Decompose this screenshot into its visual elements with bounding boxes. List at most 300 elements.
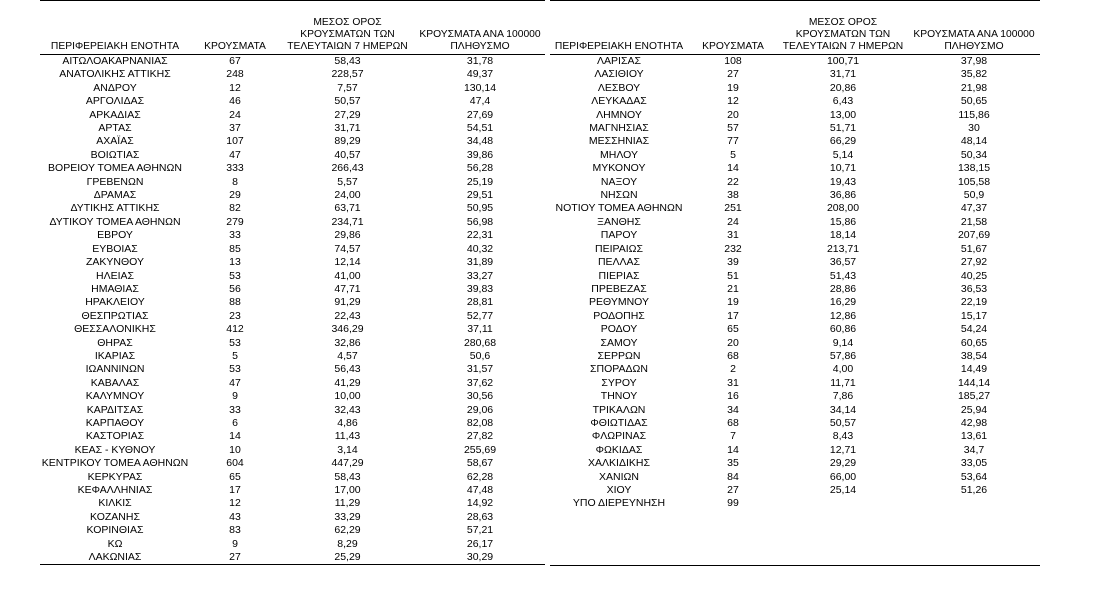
- cell-cases: 53: [229, 363, 241, 376]
- cell-7day-average: 56,43: [334, 363, 361, 376]
- cell-7day-average: 51,71: [829, 122, 857, 135]
- cell-cases-per-100000: 15,17: [960, 309, 988, 322]
- cell-cases-per-100000: 34,7: [963, 443, 985, 456]
- cell-cases: 604: [226, 457, 244, 470]
- cell-regional-unit: ΑΙΤΩΛΟΑΚΑΡΝΑΝΙΑΣ: [62, 55, 168, 67]
- cell-cases: 24: [727, 215, 739, 228]
- cell-cases-per-100000: 42,98: [960, 416, 988, 429]
- cell-regional-unit: ΜΗΛΟΥ: [600, 148, 638, 161]
- cell-regional-unit: ΚΑΛΥΜΝΟΥ: [85, 390, 145, 403]
- table-row: [40, 229, 545, 242]
- cell-regional-unit: ΑΡΚΑΔΙΑΣ: [89, 108, 141, 121]
- cell-7day-average: 12,14: [334, 256, 361, 269]
- cell-regional-unit: ΦΛΩΡΙΝΑΣ: [591, 430, 647, 443]
- cell-cases-per-100000: 31,57: [466, 363, 494, 376]
- cell-7day-average: 58,43: [334, 470, 361, 483]
- table-row: [550, 296, 1040, 309]
- cell-cases: 27: [727, 68, 739, 81]
- table-row: [40, 270, 545, 283]
- cell-cases-per-100000: 13,61: [960, 430, 988, 443]
- cell-cases-per-100000: 47,4: [469, 95, 491, 108]
- cell-regional-unit: ΑΧΑΪΑΣ: [96, 135, 134, 148]
- table-row: [550, 444, 1040, 457]
- cell-cases: 17: [727, 309, 739, 322]
- cell-cases: 14: [727, 443, 739, 456]
- cell-7day-average: 58,43: [334, 55, 361, 67]
- cell-cases: 83: [229, 524, 241, 537]
- table-row: [550, 55, 1040, 69]
- table-row: [40, 444, 545, 457]
- cell-regional-unit: ΣΥΡΟΥ: [601, 376, 637, 389]
- cell-cases-per-100000: 82,08: [466, 416, 494, 429]
- cell-cases-per-100000: 50,34: [960, 148, 988, 161]
- cell-7day-average: 31,71: [334, 122, 361, 135]
- cell-7day-average: 27,29: [334, 108, 361, 121]
- cell-cases: 43: [229, 510, 241, 523]
- cell-cases-per-100000: 27,92: [960, 256, 988, 269]
- cell-regional-unit: ΔΥΤΙΚΗΣ ΑΤΤΙΚΗΣ: [70, 202, 160, 215]
- cell-cases-per-100000: 34,48: [466, 135, 494, 148]
- table-row: [40, 524, 545, 537]
- cell-cases-per-100000: 40,32: [466, 242, 494, 255]
- cases-table-left: [40, 0, 545, 565]
- cell-regional-unit: ΘΕΣΣΑΛΟΝΙΚΗΣ: [74, 323, 156, 336]
- cell-7day-average: 31,71: [829, 68, 857, 81]
- cell-cases-per-100000: 115,86: [958, 108, 990, 121]
- table-row: [40, 283, 545, 296]
- table-row: [40, 82, 545, 95]
- cell-cases: 8: [232, 175, 238, 188]
- cell-7day-average: 36,57: [829, 256, 857, 269]
- cell-7day-average: 5,57: [337, 175, 358, 188]
- cell-cases: 5: [730, 148, 736, 161]
- cell-7day-average: 8,29: [337, 537, 358, 550]
- cell-cases-per-100000: 57,21: [466, 524, 494, 537]
- table-row: [40, 471, 545, 484]
- table-row: [40, 162, 545, 175]
- cell-cases-per-100000: 255,69: [463, 443, 497, 456]
- table-row: [40, 457, 545, 470]
- cell-cases: 279: [226, 215, 244, 228]
- cell-regional-unit: ΠΕΛΛΑΣ: [597, 256, 641, 269]
- cell-7day-average: 66,00: [829, 470, 857, 483]
- cell-cases: 108: [724, 55, 742, 67]
- cell-cases-per-100000: 54,24: [960, 323, 988, 336]
- cell-regional-unit: ΚΕΡΚΥΡΑΣ: [87, 470, 143, 483]
- table-row: [550, 189, 1040, 202]
- cell-cases: 85: [229, 242, 241, 255]
- cell-cases: 47: [229, 148, 241, 161]
- cell-cases-per-100000: 62,28: [466, 470, 494, 483]
- header-regional-unit: ΠΕΡΙΦΕΡΕΙΑΚΗ ΕΝΟΤΗΤΑ: [550, 1, 688, 55]
- header-regional-unit: ΠΕΡΙΦΕΡΕΙΑΚΗ ΕΝΟΤΗΤΑ: [40, 1, 190, 55]
- cell-7day-average: 7,86: [832, 390, 854, 403]
- cell-cases: 13: [229, 256, 241, 269]
- table-row: [40, 109, 545, 122]
- cell-7day-average: 29,86: [334, 229, 361, 242]
- cell-cases: 20: [727, 336, 739, 349]
- cell-cases-per-100000: 40,25: [960, 269, 988, 282]
- table-row: [40, 176, 545, 189]
- cell-7day-average: 100,71: [826, 55, 860, 67]
- cell-regional-unit: ΠΡΕΒΕΖΑΣ: [591, 282, 647, 295]
- cell-cases-per-100000: 52,77: [466, 309, 494, 322]
- cell-cases: 68: [727, 416, 739, 429]
- cell-7day-average: 62,29: [334, 524, 361, 537]
- cell-cases-per-100000: 37,98: [960, 55, 988, 67]
- cell-7day-average: 60,86: [829, 323, 857, 336]
- cell-cases-per-100000: 29,06: [466, 403, 494, 416]
- cell-regional-unit: ΔΡΑΜΑΣ: [93, 189, 137, 202]
- cell-7day-average: 6,43: [832, 95, 854, 108]
- cell-7day-average: 8,43: [832, 430, 854, 443]
- cell-cases-per-100000: 54,51: [466, 122, 494, 135]
- cell-cases: 107: [226, 135, 244, 148]
- cell-7day-average: 15,86: [829, 215, 857, 228]
- table-row: [40, 95, 545, 108]
- cell-regional-unit: ΡΟΔΟΠΗΣ: [593, 309, 645, 322]
- cell-cases-per-100000: 22,31: [466, 229, 494, 242]
- table-row: [550, 270, 1040, 283]
- cell-7day-average: 25,14: [829, 484, 857, 496]
- cases-table-right: [550, 0, 1040, 566]
- cell-cases: 12: [229, 81, 241, 94]
- table-row: [40, 404, 545, 417]
- cell-regional-unit: ΑΡΓΟΛΙΔΑΣ: [85, 95, 145, 108]
- cell-regional-unit: ΝΗΣΩΝ: [600, 189, 638, 202]
- cell-cases-per-100000: 51,67: [960, 242, 988, 255]
- cell-7day-average: 447,29: [331, 457, 364, 470]
- cell-cases: 24: [229, 108, 241, 121]
- cell-cases-per-100000: 138,15: [957, 162, 991, 175]
- cell-cases: 248: [226, 68, 244, 81]
- cell-regional-unit: ΜΕΣΣΗΝΙΑΣ: [588, 135, 650, 148]
- cell-regional-unit: ΛΕΥΚΑΔΑΣ: [591, 95, 647, 108]
- cell-cases: 99: [727, 497, 739, 510]
- cell-cases-per-100000: 50,95: [466, 202, 494, 215]
- cell-cases: 17: [229, 484, 241, 496]
- table-row: [40, 417, 545, 430]
- cell-cases: 23: [229, 309, 241, 322]
- cell-cases: 68: [727, 349, 739, 362]
- cell-7day-average: 40,57: [334, 148, 361, 161]
- cell-7day-average: 3,14: [337, 443, 358, 456]
- cell-cases-per-100000: 39,86: [466, 148, 494, 161]
- cell-regional-unit: ΒΟΡΕΙΟΥ ΤΟΜΕΑ ΑΘΗΝΩΝ: [48, 162, 182, 175]
- table-row: [550, 176, 1040, 189]
- cell-cases-per-100000: 50,65: [960, 95, 988, 108]
- table-row: [550, 430, 1040, 443]
- cell-cases-per-100000: 56,28: [466, 162, 494, 175]
- cell-regional-unit: ΥΠΟ ΔΙΕΡΕΥΝΗΣΗ: [572, 497, 666, 510]
- cell-regional-unit: ΔΥΤΙΚΟΥ ΤΟΜΕΑ ΑΘΗΝΩΝ: [49, 215, 181, 228]
- cell-cases-per-100000: 49,37: [466, 68, 494, 81]
- table-row: [40, 430, 545, 443]
- table-row: [550, 417, 1040, 430]
- cell-7day-average: 41,29: [334, 376, 361, 389]
- cell-cases-per-100000: 47,48: [466, 484, 494, 496]
- cell-regional-unit: ΤΡΙΚΑΛΩΝ: [592, 403, 646, 416]
- cell-regional-unit: ΕΥΒΟΙΑΣ: [92, 242, 138, 255]
- table-row: [550, 337, 1040, 350]
- table-row: [550, 363, 1040, 376]
- cell-regional-unit: ΣΑΜΟΥ: [600, 336, 638, 349]
- cell-7day-average: 11,29: [334, 497, 361, 510]
- cell-regional-unit: ΠΕΙΡΑΙΩΣ: [595, 242, 643, 255]
- cell-7day-average: 89,29: [334, 135, 361, 148]
- cell-cases-per-100000: 33,05: [960, 457, 988, 470]
- cell-regional-unit: ΤΗΝΟΥ: [600, 390, 638, 403]
- cell-7day-average: [778, 497, 908, 510]
- table-row: [550, 149, 1040, 162]
- cell-regional-unit: ΚΕΝΤΡΙΚΟΥ ΤΟΜΕΑ ΑΘΗΝΩΝ: [41, 457, 189, 470]
- cell-cases: 333: [226, 162, 244, 175]
- header-7day-average: ΜΕΣΟΣ ΟΡΟΣ ΚΡΟΥΣΜΑΤΩΝ ΤΩΝ ΤΕΛΕΥΤΑΙΩΝ 7 ΗΜΕΡΩΝ: [280, 1, 415, 55]
- cell-cases: 21: [727, 282, 739, 295]
- header-cases: ΚΡΟΥΣΜΑΤΑ: [688, 1, 778, 55]
- cell-cases-per-100000: 21,98: [960, 81, 988, 94]
- cell-7day-average: 228,57: [331, 68, 364, 81]
- cell-cases: 38: [727, 189, 739, 202]
- cell-cases: 19: [727, 296, 739, 309]
- table-row: [40, 377, 545, 390]
- cell-cases: 33: [229, 403, 241, 416]
- cell-cases-per-100000: 105,58: [957, 175, 991, 188]
- table-row: [40, 538, 545, 551]
- cell-cases-per-100000: 37,62: [466, 376, 494, 389]
- cell-cases: 2: [730, 363, 736, 376]
- cell-cases-per-100000: 31,78: [466, 55, 494, 67]
- cell-7day-average: 5,14: [832, 148, 854, 161]
- cell-regional-unit: ΠΑΡΟΥ: [600, 229, 638, 242]
- cell-regional-unit: ΘΗΡΑΣ: [97, 336, 133, 349]
- cell-cases: 9: [232, 390, 238, 403]
- table-row: [550, 323, 1040, 336]
- cell-7day-average: 213,71: [826, 242, 860, 255]
- cell-7day-average: 66,29: [829, 135, 857, 148]
- cell-regional-unit: ΚΕΑΣ - ΚΥΘΝΟΥ: [74, 443, 156, 456]
- cell-cases: 27: [727, 484, 739, 496]
- cell-regional-unit: ΚΕΦΑΛΛΗΝΙΑΣ: [77, 484, 153, 496]
- table-row: [40, 350, 545, 363]
- table-row: [40, 484, 545, 497]
- cell-regional-unit: ΞΑΝΘΗΣ: [597, 215, 641, 228]
- cell-cases: 82: [229, 202, 241, 215]
- cell-7day-average: 13,00: [829, 108, 857, 121]
- table-row: [550, 122, 1040, 135]
- cell-cases: 57: [727, 122, 739, 135]
- cell-regional-unit: ΚΑΡΠΑΘΟΥ: [85, 416, 145, 429]
- cell-cases: 16: [727, 390, 739, 403]
- cell-7day-average: 19,43: [829, 175, 857, 188]
- cell-regional-unit: ΠΙΕΡΙΑΣ: [598, 269, 640, 282]
- table-row: [40, 256, 545, 269]
- cell-cases: 22: [727, 175, 739, 188]
- cell-7day-average: 22,43: [334, 309, 361, 322]
- cell-regional-unit: ΑΝΔΡΟΥ: [93, 81, 137, 94]
- table-row: [550, 283, 1040, 296]
- table-row: [550, 243, 1040, 256]
- table-row: [550, 135, 1040, 148]
- table-header-row: [550, 1, 1040, 55]
- cell-cases: 5: [232, 349, 238, 362]
- cell-7day-average: 16,29: [829, 296, 857, 309]
- cell-cases-per-100000: 31,89: [466, 256, 494, 269]
- cell-cases: 19: [727, 81, 739, 94]
- cell-cases-per-100000: 37,11: [467, 323, 493, 336]
- table-row: [40, 122, 545, 135]
- cell-7day-average: 91,29: [334, 296, 361, 309]
- cell-cases-per-100000: 36,53: [960, 282, 988, 295]
- table-row: [40, 216, 545, 229]
- cell-cases-per-100000: 22,19: [960, 296, 988, 309]
- cell-cases: 232: [724, 242, 742, 255]
- cell-7day-average: 34,14: [829, 403, 857, 416]
- cell-cases-per-100000: 39,83: [466, 282, 494, 295]
- cell-cases: 9: [232, 537, 238, 550]
- cell-regional-unit: ΛΗΜΝΟΥ: [596, 108, 642, 121]
- cell-7day-average: 41,00: [334, 269, 361, 282]
- cell-regional-unit: ΕΒΡΟΥ: [97, 229, 133, 242]
- cell-cases: 12: [229, 497, 241, 510]
- cell-cases: 67: [229, 55, 241, 67]
- cell-cases: 12: [727, 95, 739, 108]
- cell-regional-unit: ΒΟΙΩΤΙΑΣ: [90, 148, 140, 161]
- cell-regional-unit: ΚΙΛΚΙΣ: [98, 497, 132, 510]
- cell-cases-per-100000: 60,65: [960, 336, 988, 349]
- table-row: [40, 55, 545, 69]
- cell-cases: 53: [229, 269, 241, 282]
- table-row: [550, 457, 1040, 470]
- cell-cases-per-100000: 56,98: [466, 215, 494, 228]
- cell-7day-average: 36,86: [829, 189, 857, 202]
- cell-7day-average: 29,29: [829, 457, 857, 470]
- cell-7day-average: 57,86: [829, 349, 857, 362]
- cell-regional-unit: ΖΑΚΥΝΘΟΥ: [85, 256, 144, 269]
- cell-cases-per-100000: 21,58: [960, 215, 988, 228]
- cell-cases-per-100000: 50,6: [469, 349, 491, 362]
- table-row: [550, 229, 1040, 242]
- cell-regional-unit: ΛΑΡΙΣΑΣ: [597, 55, 641, 67]
- cell-regional-unit: ΙΩΑΝΝΙΝΩΝ: [85, 363, 145, 376]
- cell-7day-average: 12,86: [829, 309, 857, 322]
- cell-7day-average: 266,43: [331, 162, 364, 175]
- cell-regional-unit: ΑΝΑΤΟΛΙΚΗΣ ΑΤΤΙΚΗΣ: [59, 68, 171, 81]
- table-row: [40, 551, 545, 565]
- cell-cases-per-100000: 26,17: [466, 537, 494, 550]
- cell-7day-average: 25,29: [280, 551, 415, 565]
- cell-regional-unit: ΡΕΘΥΜΝΟΥ: [588, 296, 649, 309]
- table-row: [40, 296, 545, 309]
- cell-regional-unit: ΓΡΕΒΕΝΩΝ: [86, 175, 144, 188]
- cell-7day-average: 74,57: [334, 242, 361, 255]
- cell-cases: 6: [232, 416, 238, 429]
- cell-cases-per-100000: 27,69: [466, 108, 494, 121]
- cell-cases-per-100000: 47,37: [960, 202, 988, 215]
- cell-cases-per-100000: 28,81: [466, 296, 494, 309]
- table-row: [40, 337, 545, 350]
- cell-7day-average: 234,71: [331, 215, 364, 228]
- cell-cases: 33: [229, 229, 241, 242]
- cell-cases: 251: [724, 202, 742, 215]
- cell-cases-per-100000: 144,14: [957, 376, 991, 389]
- cell-cases: 31: [727, 229, 739, 242]
- table-row: [550, 162, 1040, 175]
- cell-cases-per-100000: 53,64: [960, 470, 988, 483]
- cell-cases: 29: [229, 189, 241, 202]
- cell-regional-unit: ΗΛΕΙΑΣ: [95, 269, 134, 282]
- cell-regional-unit: ΛΑΚΩΝΙΑΣ: [40, 551, 190, 565]
- table-row: [40, 390, 545, 403]
- cell-cases-per-100000: 30: [968, 122, 980, 135]
- cell-regional-unit: ΗΡΑΚΛΕΙΟΥ: [85, 296, 145, 309]
- cell-regional-unit: ΝΑΞΟΥ: [600, 175, 638, 188]
- cell-7day-average: 208,00: [826, 202, 860, 215]
- cell-7day-average: 63,71: [334, 202, 361, 215]
- cell-cases-per-100000: 25,19: [466, 175, 494, 188]
- table-row: [550, 216, 1040, 229]
- cell-regional-unit: ΑΡΤΑΣ: [98, 122, 132, 135]
- cell-cases: 56: [229, 282, 241, 295]
- cell-cases-per-100000: 14,49: [960, 363, 988, 376]
- cell-cases-per-100000: 280,68: [463, 336, 497, 349]
- cell-7day-average: 12,71: [829, 443, 857, 456]
- cell-regional-unit: ΜΥΚΟΝΟΥ: [592, 162, 646, 175]
- table-row: [550, 256, 1040, 269]
- cell-cases: 39: [727, 256, 739, 269]
- cell-cases: 65: [229, 470, 241, 483]
- cell-regional-unit: ΚΑΒΑΛΑΣ: [90, 376, 140, 389]
- table-row: [40, 135, 545, 148]
- cell-7day-average: 32,86: [334, 336, 361, 349]
- table-row: [40, 202, 545, 215]
- table-row: [550, 68, 1040, 81]
- cell-7day-average: 28,86: [829, 282, 857, 295]
- table-row: [40, 149, 545, 162]
- cell-cases: 10: [229, 443, 241, 456]
- cell-cases: 46: [229, 95, 241, 108]
- cell-7day-average: 51,43: [829, 269, 857, 282]
- table-row: [40, 189, 545, 202]
- cell-7day-average: 50,57: [334, 95, 361, 108]
- table-header-row: [40, 1, 545, 55]
- table-row: [40, 310, 545, 323]
- cell-cases: 35: [727, 457, 739, 470]
- header-cases-per-100000: ΚΡΟΥΣΜΑΤΑ ΑΝΑ 100000 ΠΛΗΘΥΣΜΟ: [415, 1, 545, 55]
- cell-7day-average: 10,00: [334, 390, 361, 403]
- cell-regional-unit: ΛΕΣΒΟΥ: [597, 81, 641, 94]
- cell-7day-average: 47,71: [334, 282, 361, 295]
- table-row: [40, 497, 545, 510]
- table-row: [550, 471, 1040, 484]
- cell-cases: 14: [727, 162, 739, 175]
- cell-cases-per-100000: 29,51: [466, 189, 494, 202]
- cell-7day-average: 17,00: [334, 484, 361, 496]
- cell-cases-per-100000: 48,14: [960, 135, 988, 148]
- cell-cases: 7: [730, 430, 736, 443]
- table-row: [550, 497, 1040, 510]
- cell-regional-unit: ΧΙΟΥ: [606, 484, 632, 496]
- cell-cases-per-100000: 207,69: [957, 229, 991, 242]
- cell-7day-average: 4,57: [337, 349, 358, 362]
- cell-regional-unit: ΜΑΓΝΗΣΙΑΣ: [589, 122, 649, 135]
- cell-7day-average: 11,43: [334, 430, 361, 443]
- cell-cases: 27: [190, 551, 280, 565]
- cell-cases-per-100000: 25,94: [960, 403, 988, 416]
- table-row: [550, 484, 1040, 497]
- cell-cases: 412: [226, 323, 244, 336]
- cell-regional-unit: ΡΟΔΟΥ: [600, 323, 638, 336]
